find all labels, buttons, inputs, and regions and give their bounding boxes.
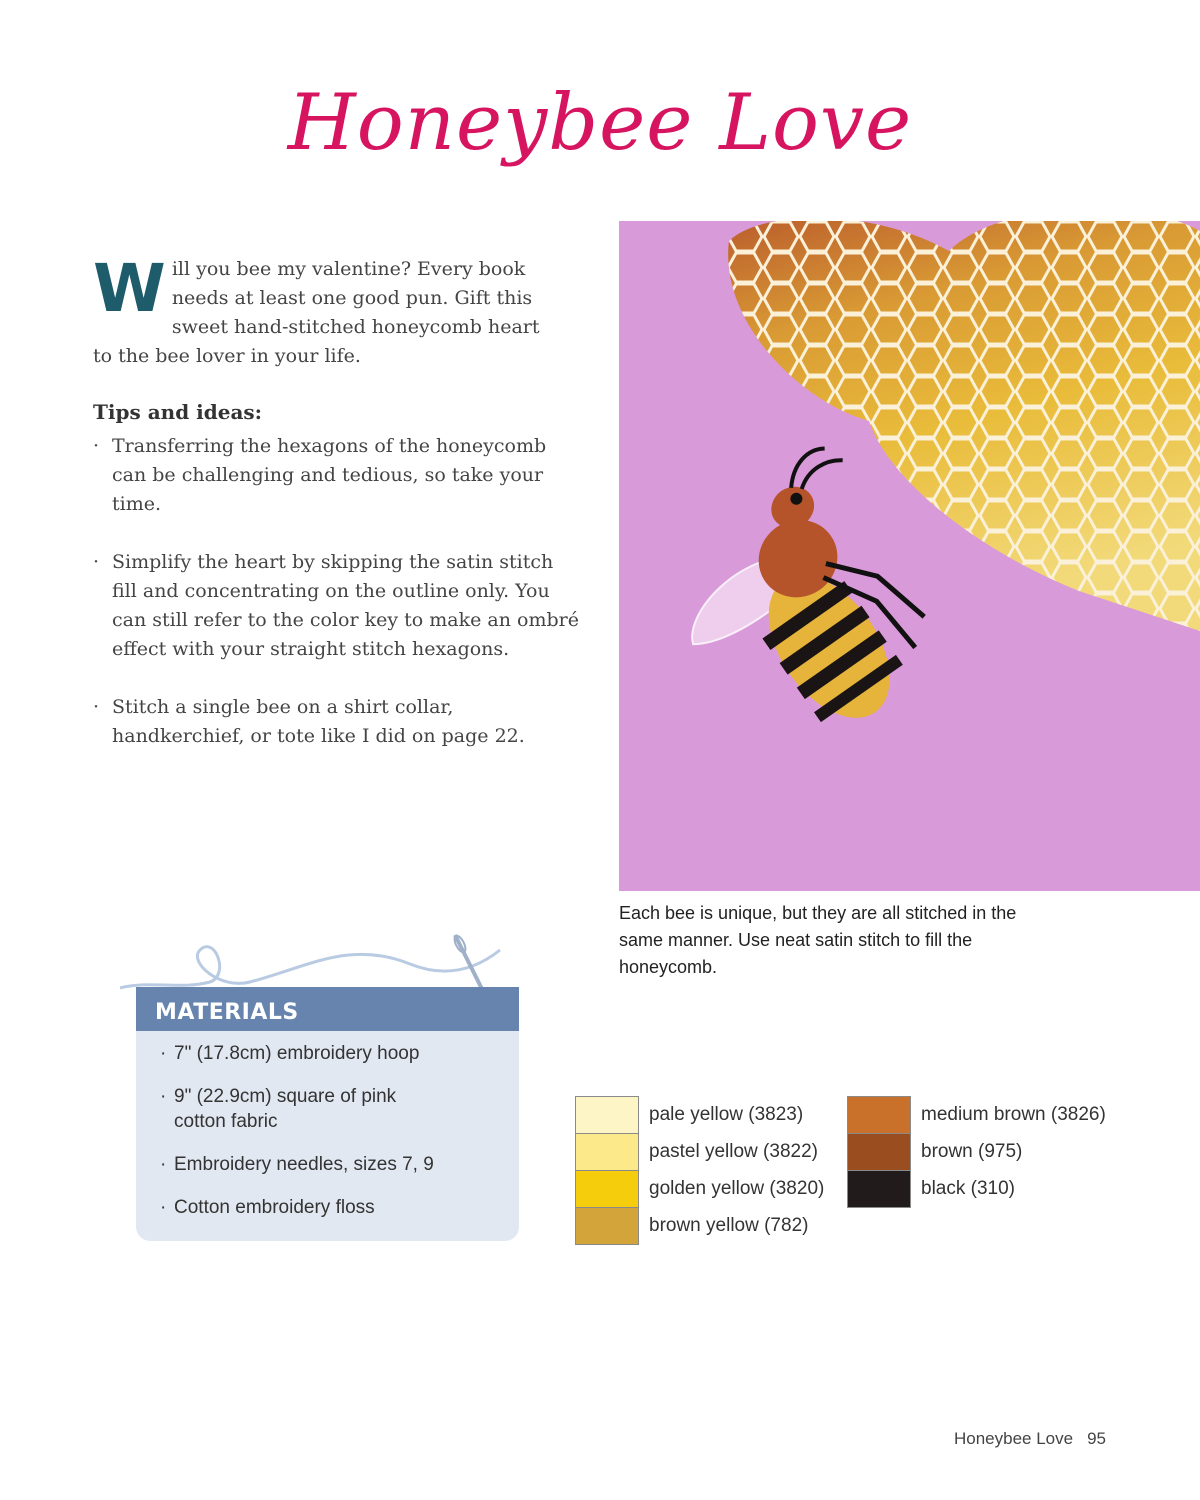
tip-text: Simplify the heart by skipping the satin stitch fill and concentrating on the outline only. You can still refer to the color key to make an ombré effect with your straight stitch hexagons. [112, 551, 579, 660]
color-key-row [575, 1096, 824, 1133]
bullet-icon: · [93, 435, 100, 457]
photo-caption: Each bee is unique, but they are all stitched in the same manner. Use neat satin stitch to fill the honeycomb. [619, 903, 1017, 977]
material-item [160, 1084, 424, 1134]
material-text: Embroidery needles, sizes 7, 9 [174, 1154, 434, 1175]
color-swatch [847, 1096, 911, 1134]
material-item [160, 1041, 519, 1066]
material-text: 7" (17.8cm) embroidery hoop [174, 1043, 420, 1064]
material-text: Cotton embroidery floss [174, 1197, 375, 1218]
color-swatch [847, 1170, 911, 1208]
bullet-icon: · [160, 1154, 167, 1175]
color-key-right [847, 1096, 1106, 1207]
materials-heading: MATERIALS [136, 987, 519, 1031]
color-swatch [575, 1207, 639, 1245]
footer-section-title: Honeybee Love [953, 1429, 1074, 1448]
materials-box [136, 987, 519, 1241]
page-footer [954, 1429, 1106, 1449]
page-number: 95 [1087, 1429, 1106, 1448]
color-label: black (310) [921, 1177, 1015, 1199]
color-label: medium brown (3826) [921, 1103, 1106, 1125]
materials-list [136, 1031, 519, 1220]
material-text: 9" (22.9cm) square of pink cotton fabric [174, 1086, 397, 1132]
color-swatch [575, 1170, 639, 1208]
color-key-row [847, 1133, 1106, 1170]
color-key-row [575, 1133, 824, 1170]
color-key-row [847, 1170, 1106, 1207]
tips-list [93, 432, 583, 780]
color-label: brown yellow (782) [649, 1214, 809, 1236]
tips-heading: Tips and ideas: [93, 400, 263, 424]
color-swatch [847, 1133, 911, 1171]
intro-paragraph [93, 250, 563, 371]
color-swatch [575, 1096, 639, 1134]
tip-item [93, 548, 583, 664]
bullet-icon: · [160, 1086, 167, 1107]
material-item [160, 1152, 519, 1177]
color-label: pastel yellow (3822) [649, 1140, 818, 1162]
color-key-row [575, 1207, 824, 1244]
color-key-row [575, 1170, 824, 1207]
color-label: brown (975) [921, 1140, 1023, 1162]
bullet-icon: · [160, 1197, 167, 1218]
color-label: golden yellow (3820) [649, 1177, 825, 1199]
tip-text: Stitch a single bee on a shirt collar, handkerchief, or tote like I did on page 22. [112, 696, 525, 747]
tip-text: Transferring the hexagons of the honeycomb can be challenging and tedious, so take your time. [112, 435, 547, 515]
bullet-icon: · [160, 1043, 167, 1064]
bee-embroidery-photo [619, 221, 1200, 891]
tip-item [93, 693, 583, 751]
bullet-icon: · [93, 696, 100, 718]
color-swatch [575, 1133, 639, 1171]
color-label: pale yellow (3823) [649, 1103, 804, 1125]
bee-honeycomb-illustration [619, 221, 1200, 891]
intro-text: ill you bee my valentine? Every book needs at least one good pun. Gift this sweet hand-stitched honeycomb heart to the bee lover in your life. [93, 258, 540, 367]
material-item [160, 1195, 519, 1220]
color-key-left [575, 1096, 824, 1244]
page-title: Honeybee Love [287, 78, 913, 168]
color-key-row [847, 1096, 1106, 1133]
tip-item [93, 432, 583, 519]
bullet-icon: · [93, 551, 100, 573]
drop-cap: W [93, 250, 166, 327]
